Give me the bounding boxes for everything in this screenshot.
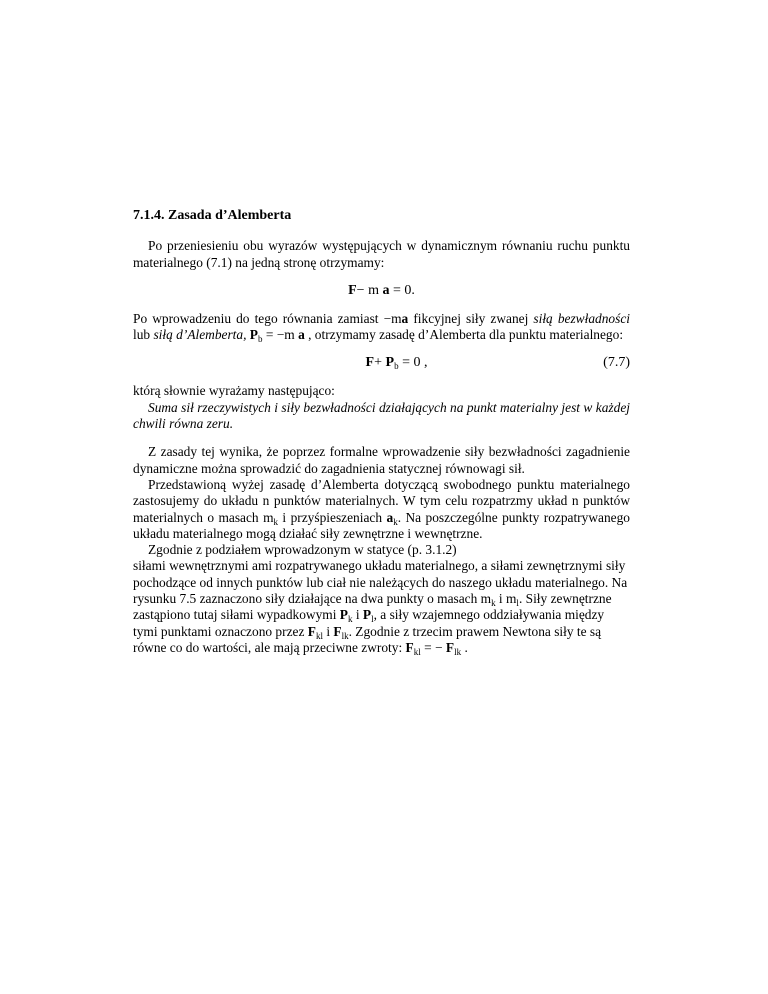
paragraph-verbal-intro: którą słownie wyrażamy następująco: [133,383,335,399]
eq1-force: F [348,282,357,298]
text-span: i [352,607,363,623]
subscript: l [516,598,519,609]
text-span: i m [495,591,517,607]
equation-number: (7.7) [603,355,630,371]
text-span: Po wprowadzeniu do tego równania zamiast −m [133,310,402,326]
text-span: = − [420,639,446,655]
text-span: siłami wewnętrznymi ami rozpatrywanego układu materialnego, a siłami zewnętrznymi siły pochodzące od innych punktów lub ciał nie należących do naszego układu materialnego. Na rysunku 7.5 zaznaczono siły działające na dwa punkty o masach m [133,558,628,607]
text-span: Przedstawioną wyżej zasadę d’Alemberta dotyczącą swobodnego punktu materialnego zastosujemy do układu n punktów materialnych. W tym celu rozpatrzmy układ n punktów materialnych o masach m [133,476,630,525]
paragraph-consequence: Z zasady tej wynika, że poprzez formalne wprowadzenie siły bezwładności zagadnienie dynamiczne można sprowadzić do zagadnienia statycznej równowagi sił. [133,444,630,476]
text-span: . Siły zewnętrzne zastąpiono tutaj siłami wypadkowymi [133,591,612,623]
eq2-plus: + [374,355,386,371]
eq1-acceleration: a [382,282,390,298]
section-heading: 7.1.4. Zasada d’Alemberta [133,208,292,223]
text-span: , otrzymamy zasadę d’Alemberta dla punktu materialnego: [304,327,624,343]
text-span: . [461,639,468,655]
vector-f: F [333,623,342,639]
eq1-rest: = 0. [389,282,415,298]
equation-newton [133,283,630,299]
text-span: . Na poszczególne punkty rozpatrywanego układu materialnego mogą działać siły zewnętrzne i wewnętrzne. [133,509,630,541]
text-span: = −m [262,327,295,343]
vector-p: P [362,607,372,623]
vector-p: P [339,607,348,623]
text-span: lub [133,327,154,343]
equation-dalembert [133,355,630,371]
text-span: i [322,623,334,639]
paragraph-internal-external-forces [133,558,630,656]
vector-a: a [298,327,305,343]
text-span: fikcyjnej siły zwanej [408,310,534,326]
eq1-operator: − m [356,282,379,298]
eq2-rest: = 0 , [398,355,428,371]
vector-f: F [307,623,316,639]
subscript: kl [413,646,421,657]
eq2-inertia: P [385,355,395,371]
subscript: k [273,516,278,527]
text-span: , a siły wzajemnego oddziaływania między tymi punktami oznaczono przez [133,607,605,639]
vector-a: a [401,310,409,326]
subscript: lk [341,630,349,641]
subscript: kl [315,630,323,641]
italic-term: siłą d’Alemberta, [153,327,250,343]
subscript: k [347,614,353,625]
subscript: b [257,334,263,345]
subscript: k [393,516,398,527]
paragraph-system-of-points [133,477,630,542]
subscript: l [371,614,374,625]
subscript: k [491,598,496,609]
subscript: lk [454,646,462,657]
eq2-force: F [365,355,375,371]
paragraph-principle-statement: Suma sił rzeczywistych i siły bezwładności działających na punkt materialny jest w każdej chwili równa zeru. [133,399,630,432]
vector-f: F [405,639,414,655]
paragraph-intro: Po przeniesieniu obu wyrazów występujących w dynamicznym równaniu ruchu punktu materialnego (7.1) na jedną stronę otrzymamy: [133,238,630,270]
vector-a: a [386,509,394,525]
vector-p: P [249,327,258,343]
vector-f: F [445,639,455,655]
document-page [133,208,630,656]
text-span: i przyśpieszeniach [277,509,387,525]
text-span: . Zgodnie z trzecim prawem Newtona siły te są równe co do wartości, ale mają przeciwne zwroty: [133,623,602,655]
italic-term: siłą bezwładności [533,310,630,326]
paragraph-inertia-definition [133,311,630,344]
paragraph-statics-reference: Zgodnie z podziałem wprowadzonym w statyce (p. 3.1.2) [148,542,457,558]
eq2-subscript: b [394,361,399,372]
